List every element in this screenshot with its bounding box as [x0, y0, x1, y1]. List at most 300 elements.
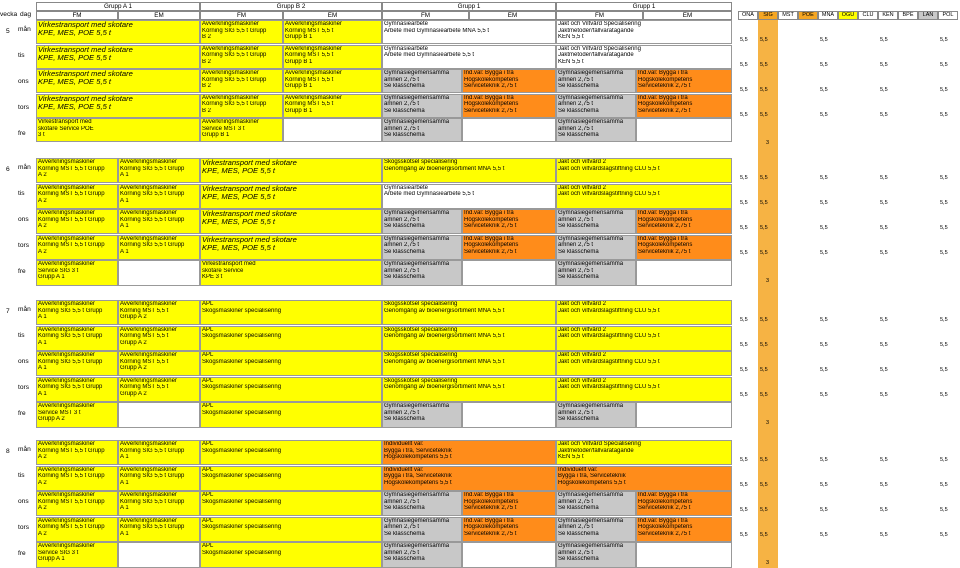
teacher-hours: 5,5 [740, 200, 748, 206]
cell-line: Högskolekompetens 5,5 t [384, 479, 452, 486]
cell-line: Skogsmaskiner specialisering [202, 358, 282, 365]
schedule-cell [36, 260, 118, 286]
schedule-cell [556, 45, 732, 69]
schedule-cell [462, 94, 556, 118]
cell-line: Virkestransport med [202, 261, 256, 267]
cell-line: Körning SIG 5,5 t Grupp [202, 27, 267, 34]
cell-line: Skogsmaskiner specialisering [202, 447, 282, 454]
cell-line: Gymnasiegemensamma [384, 94, 450, 101]
cell-line: Gymnasiegemensamma [558, 261, 624, 267]
cell-line: Gymnasiegemensamma [384, 261, 450, 267]
teacher-hours: 5,5 [940, 175, 948, 181]
cell-line: Ind.val: Bygga i trä [638, 492, 688, 498]
cell-line: 3 t [38, 132, 45, 139]
cell-line: Körning MST 5,5 t Grupp [38, 191, 105, 198]
day-label: ons [18, 358, 29, 365]
cell-line: Se klasschema [558, 107, 599, 114]
cell-line: Gymnasiegemensamma [384, 403, 450, 409]
cell-line: Gymnasiegemensamma [558, 235, 624, 242]
cell-line: Virkestransport med skotare [202, 184, 297, 193]
cell-line: Virkestransport med skotare [38, 45, 133, 54]
schedule-cell [556, 351, 732, 376]
cell-line: A 1 [38, 339, 47, 346]
schedule-cell [636, 260, 732, 286]
schedule-cell [118, 466, 200, 491]
cell-line: Gymnasiegemensamma [558, 119, 624, 125]
cell-line: Ind.val: Bygga i trä [638, 94, 688, 101]
week-number: 8 [6, 448, 10, 455]
cell-line: Serviceteknik 2,75 t [464, 505, 517, 512]
cell-line: Högskolekompetens [464, 498, 519, 505]
teacher-hours: 5,5 [740, 37, 748, 43]
cell-line: Ind.val: Bygga i trä [638, 235, 688, 242]
cell-line: Se klasschema [384, 274, 425, 281]
cell-line: Gymnasiegemensamma [558, 70, 624, 76]
teacher-hours: 5,5 [940, 507, 948, 513]
cell-line: KPE 3 t [202, 274, 223, 281]
schedule-cell [556, 300, 732, 325]
cell-line: Arbete med Gymnasiearbete 5,5 t [384, 191, 475, 198]
cell-line: Körning MST 5,5 t [120, 333, 169, 340]
teacher-hours: 5,5 [760, 225, 768, 231]
schedule-cell [462, 402, 556, 428]
cell-line: KPE, MES, POE 5,5 t [202, 167, 276, 176]
teacher-hours: 5,5 [880, 62, 888, 68]
cell-line: Individuellt val: [384, 466, 424, 473]
cell-line: Ind.val: Bygga i trä [464, 94, 514, 101]
cell-line: Service MST 3 t [202, 125, 245, 132]
schedule-cell [36, 402, 118, 428]
cell-line: Bygga i trä, Serviceteknik [558, 473, 626, 480]
schedule-cell [382, 466, 556, 491]
cell-line: Virkestransport med skotare [38, 70, 133, 78]
cell-line: Grupp A 2 [120, 390, 147, 397]
group-header: Grupp 1 [556, 2, 732, 11]
schedule-cell [118, 209, 200, 234]
cell-line: Se klasschema [558, 416, 599, 423]
cell-line: Se klasschema [558, 132, 599, 139]
teacher-hours: 5,5 [760, 392, 768, 398]
sub-header: EM [283, 11, 382, 20]
teacher-hours: 5,5 [880, 175, 888, 181]
cell-line: Se klasschema [384, 248, 425, 255]
day-label: mån [18, 306, 31, 313]
cell-line: ämnen 2,75 t [558, 498, 594, 505]
cell-line: B 2 [202, 83, 212, 90]
cell-line: A 2 [38, 530, 47, 537]
teacher-hours: 5,5 [760, 367, 768, 373]
teacher-hours: 5,5 [940, 532, 948, 538]
schedule-cell [200, 402, 382, 428]
teacher-hours: 5,5 [740, 367, 748, 373]
cell-line: Virkestransport med skotare [38, 94, 133, 103]
cell-line: Jaktmetoder/fällvaratagande [558, 447, 634, 454]
cell-line: Gymnasiegemensamma [384, 235, 450, 242]
schedule-cell [200, 260, 382, 286]
teacher-hours: 5,5 [760, 250, 768, 256]
week-number: 5 [6, 28, 10, 35]
group-header: Grupp B 2 [200, 2, 382, 11]
schedule-cell [556, 517, 636, 542]
teacher-hours: 5,5 [820, 342, 828, 348]
cell-line: ämnen 2,75 t [384, 101, 420, 108]
cell-line: Genomgång av bioenergisortiment MNÅ 5,5 t [384, 333, 505, 340]
cell-line: Avverkningsmaskiner [285, 94, 342, 101]
cell-line: APL [202, 403, 214, 409]
cell-line: Avverkningsmaskiner [38, 210, 95, 216]
teacher-hours: 5,5 [740, 457, 748, 463]
cell-line: A 2 [38, 172, 47, 179]
teacher-hours: 5,5 [940, 457, 948, 463]
teacher-hours: 5,5 [940, 342, 948, 348]
cell-line: Högskolekompetens 5,5 t [558, 479, 626, 486]
teacher-hours: 5,5 [760, 482, 768, 488]
teacher-hours: 5,5 [820, 392, 828, 398]
teacher-hours: 5,5 [740, 175, 748, 181]
cell-line: Skogsskötsel specialisering [384, 377, 458, 384]
cell-line: Avverkningsmaskiner [38, 377, 95, 384]
day-label: fre [18, 550, 26, 557]
cell-line: ämnen 2,75 t [384, 409, 420, 416]
cell-line: Gymnasiegemensamma [384, 70, 450, 76]
cell-line: Jakt och viltvårdslagstiftning CLU 5,5 t [558, 384, 660, 391]
schedule-cell [36, 326, 118, 351]
cell-line: Grupp A 1 [38, 556, 65, 563]
teacher-header: BPE [898, 11, 918, 20]
teacher-hours: 5,5 [880, 392, 888, 398]
cell-line: Avverkningsmaskiner [120, 210, 177, 216]
schedule-cell [462, 260, 556, 286]
cell-line: KEN 5,5 t [558, 454, 584, 461]
schedule-cell [382, 94, 462, 118]
cell-line: ämnen 2,75 t [558, 242, 594, 249]
dag-label: dag [20, 11, 32, 18]
cell-line: APL [202, 326, 214, 333]
teacher-hours: 5,5 [820, 62, 828, 68]
schedule-cell [382, 351, 556, 376]
cell-line: A 1 [120, 454, 129, 461]
teacher-header: ONÅ [738, 11, 758, 20]
cell-line: Avverkningsmaskiner [38, 403, 95, 409]
cell-line: Se klasschema [384, 530, 425, 537]
cell-line: Högskolekompetens [638, 498, 693, 505]
schedule-cell [636, 69, 732, 93]
teacher-hours: 5,5 [820, 250, 828, 256]
cell-line: Körning MST 5,5 t Grupp [38, 473, 105, 480]
cell-line: Skogsskötsel specialisering [384, 301, 458, 307]
cell-line: Gymnasiearbete [384, 21, 429, 27]
teacher-hours: 5,5 [760, 87, 768, 93]
cell-line: Körning SIG 5,5 t Grupp [120, 447, 185, 454]
day-label: tis [18, 472, 25, 479]
teacher-header: CLU [858, 11, 878, 20]
cell-line: ämnen 2,75 t [558, 216, 594, 223]
cell-line: A 2 [38, 479, 47, 486]
teacher-hours: 5,5 [760, 112, 768, 118]
schedule-cell [200, 94, 283, 118]
cell-line: Avverkningsmaskiner [202, 45, 259, 52]
cell-line: Gymnasiegemensamma [384, 119, 450, 125]
schedule-cell [200, 440, 382, 465]
teacher-three: 3 [766, 140, 770, 146]
cell-line: Ind.val: Bygga i trä [638, 210, 688, 216]
cell-line: Körning MST 5,5 t Grupp [38, 524, 105, 531]
cell-line: Körning MST 5,5 t [285, 27, 334, 34]
cell-line: ämnen 2,75 t [384, 216, 420, 223]
day-label: mån [18, 446, 31, 453]
schedule-cell [382, 45, 556, 69]
cell-line: skotare Service [202, 267, 244, 274]
teacher-header: MST [778, 11, 798, 20]
cell-line: Serviceteknik 2,75 t [464, 223, 517, 230]
cell-line: Serviceteknik 2,75 t [638, 107, 691, 114]
cell-line: Jakt och viltvård 2 [558, 377, 607, 384]
schedule-cell [382, 377, 556, 402]
cell-line: Avverkningsmaskiner [120, 466, 177, 473]
cell-line: Körning SIG 5,5 t Grupp [38, 384, 103, 391]
cell-line: Se klasschema [384, 556, 425, 563]
schedule-cell [382, 69, 462, 93]
schedule-cell [556, 184, 732, 209]
schedule-cell [556, 20, 732, 44]
cell-line: A 1 [38, 390, 47, 397]
cell-line: Virkestransport med skotare [202, 210, 297, 218]
cell-line: Se klasschema [384, 223, 425, 230]
cell-line: Körning MST 5,5 t Grupp [38, 216, 105, 223]
schedule-cell [283, 69, 382, 93]
schedule-cell [200, 118, 283, 142]
schedule-cell [36, 209, 118, 234]
day-label: ons [18, 498, 29, 505]
cell-line: Körning MST 5,5 t [285, 76, 334, 83]
cell-line: Körning SIG 5,5 t Grupp [120, 498, 185, 505]
cell-line: Körning SIG 5,5 t Grupp [202, 52, 267, 59]
schedule-cell [636, 209, 732, 234]
cell-line: Gymnasiearbete [384, 45, 429, 52]
cell-line: A 1 [120, 479, 129, 486]
teacher-header: LAN [918, 11, 938, 20]
cell-line: Arbete med Gymnasiearbete MNÅ 5,5 t [384, 27, 490, 34]
cell-line: Skogsmaskiner specialisering [202, 307, 282, 314]
cell-line: Virkestransport med [38, 119, 92, 125]
schedule-cell [36, 300, 118, 325]
schedule-cell [36, 184, 118, 209]
cell-line: Skogsmaskiner specialisering [202, 549, 282, 556]
cell-line: Högskolekompetens [464, 76, 519, 83]
teacher-hours: 5,5 [740, 62, 748, 68]
cell-line: Serviceteknik 2,75 t [638, 83, 691, 90]
schedule-cell [462, 118, 556, 142]
cell-line: Avverkningsmaskiner [120, 235, 177, 242]
cell-line: Jaktmetoder/fällvaratagande [558, 52, 634, 59]
schedule-cell [556, 440, 732, 465]
day-label: fre [18, 410, 26, 417]
teacher-hours: 5,5 [880, 507, 888, 513]
cell-line: Jakt och viltvård 2 [558, 184, 607, 191]
cell-line: Ind.val: Bygga i trä [464, 492, 514, 498]
schedule-cell [200, 20, 283, 44]
cell-line: Jakt och viltvårdslagstiftning CLU 5,5 t [558, 358, 660, 365]
cell-line: Service SIG 3 t [38, 549, 79, 556]
cell-line: Genomgång av bioenergisortiment MNÅ 5,5 t [384, 358, 505, 365]
schedule-cell [462, 209, 556, 234]
schedule-cell [462, 517, 556, 542]
cell-line: Se klasschema [558, 83, 599, 90]
cell-line: A 1 [120, 530, 129, 537]
cell-line: A 2 [38, 223, 47, 230]
cell-line: Jakt och Viltvård Specialisering [558, 45, 641, 52]
teacher-hours: 5,5 [820, 482, 828, 488]
schedule-cell [556, 466, 732, 491]
cell-line: ämnen 2,75 t [558, 524, 594, 531]
cell-line: Körning MST 5,5 t Grupp [38, 165, 105, 172]
cell-line: A 1 [120, 248, 129, 255]
teacher-header: MNÅ [818, 11, 838, 20]
cell-line: A 1 [38, 314, 47, 321]
cell-line: Grupp B 1 [285, 58, 313, 65]
cell-line: Körning MST 5,5 t [120, 384, 169, 391]
cell-line: Körning SIG 5,5 t Grupp [120, 165, 185, 172]
cell-line: Körning SIG 5,5 t Grupp [120, 473, 185, 480]
cell-line: Service MST 3 t [38, 409, 81, 416]
teacher-hours: 5,5 [880, 112, 888, 118]
cell-line: Gymnasiegemensamma [558, 517, 624, 524]
schedule-cell [556, 542, 636, 568]
teacher-hours: 5,5 [880, 87, 888, 93]
schedule-cell [556, 235, 636, 260]
cell-line: Virkestransport med skotare [202, 159, 297, 167]
schedule-cell [382, 158, 556, 183]
cell-line: Grupp B 1 [285, 107, 313, 114]
schedule-cell [462, 235, 556, 260]
cell-line: Grupp B 1 [285, 34, 313, 41]
cell-line: A 1 [120, 223, 129, 230]
cell-line: KPE, MES, POE 5,5 t [38, 53, 112, 62]
teacher-three: 3 [766, 420, 770, 426]
cell-line: APL [202, 466, 214, 473]
day-label: ons [18, 78, 29, 85]
week-number: 6 [6, 166, 10, 173]
schedule-cell [200, 235, 382, 260]
teacher-hours: 5,5 [740, 112, 748, 118]
cell-line: Körning MST 5,5 t [120, 358, 169, 365]
cell-line: Gymnasiegemensamma [558, 210, 624, 216]
schedule-cell [382, 235, 462, 260]
cell-line: Avverkningsmaskiner [120, 441, 177, 447]
schedule-cell [118, 440, 200, 465]
cell-line: Gymnasiegemensamma [384, 543, 450, 549]
cell-line: Avverkningsmaskiner [202, 21, 259, 27]
cell-line: Avverkningsmaskiner [38, 301, 95, 307]
cell-line: Se klasschema [558, 556, 599, 563]
schedule-cell [462, 69, 556, 93]
schedule-cell [118, 235, 200, 260]
cell-line: Service SIG 3 t [38, 267, 79, 274]
cell-line: KPE, MES, POE 5,5 t [202, 218, 276, 227]
cell-line: Körning MST 5,5 t [285, 101, 334, 108]
teacher-hours: 5,5 [740, 507, 748, 513]
cell-line: Individuellt val: [384, 441, 424, 447]
teacher-hours: 5,5 [940, 367, 948, 373]
schedule-cell [556, 118, 636, 142]
schedule-cell [556, 377, 732, 402]
cell-line: Högskolekompetens [464, 524, 519, 531]
schedule-cell [200, 69, 283, 93]
teacher-hours: 5,5 [820, 367, 828, 373]
cell-line: Jakt och viltvårdslagstiftning CLU 5,5 t [558, 165, 660, 172]
cell-line: APL [202, 492, 214, 498]
schedule-cell [200, 209, 382, 234]
cell-line: Skogsskötsel specialisering [384, 159, 458, 165]
schedule-cell [118, 260, 200, 286]
cell-line: Högskolekompetens [464, 101, 519, 108]
day-label: ons [18, 216, 29, 223]
schedule-cell [283, 94, 382, 118]
cell-line: Avverkningsmaskiner [38, 352, 95, 358]
teacher-hours: 5,5 [820, 37, 828, 43]
cell-line: Avverkningsmaskiner [38, 235, 95, 242]
teacher-hours: 5,5 [940, 112, 948, 118]
schedule-cell [382, 402, 462, 428]
cell-line: Gymnasiegemensamma [384, 492, 450, 498]
cell-line: Avverkningsmaskiner [120, 517, 177, 524]
teacher-hours: 5,5 [940, 250, 948, 256]
cell-line: Högskolekompetens [638, 524, 693, 531]
schedule-cell [118, 542, 200, 568]
schedule-cell [556, 69, 636, 93]
schedule-cell [556, 209, 636, 234]
cell-line: Avverkningsmaskiner [120, 159, 177, 165]
teacher-three: 3 [766, 560, 770, 566]
teacher-hours: 5,5 [940, 392, 948, 398]
cell-line: Gymnasiegemensamma [558, 94, 624, 101]
cell-line: Individuellt val: [558, 466, 598, 473]
teacher-hours: 5,5 [760, 62, 768, 68]
cell-line: Avverkningsmaskiner [120, 377, 177, 384]
teacher-hours: 5,5 [760, 200, 768, 206]
schedule-cell [36, 491, 118, 516]
teacher-hours: 5,5 [880, 457, 888, 463]
cell-line: Körning SIG 5,5 t Grupp [120, 216, 185, 223]
day-label: mån [18, 26, 31, 33]
schedule-cell [382, 440, 556, 465]
cell-line: A 1 [38, 365, 47, 372]
sub-header: FM [36, 11, 118, 20]
cell-line: Skogsmaskiner specialisering [202, 473, 282, 480]
cell-line: Körning MST 5,5 t [285, 52, 334, 59]
cell-line: KEN 5,5 t [558, 58, 584, 65]
schedule-cell [462, 491, 556, 516]
schedule-cell [636, 542, 732, 568]
cell-line: Jakt och viltvårdslagstiftning CLU 5,5 t [558, 191, 660, 198]
schedule-cell [382, 184, 556, 209]
teacher-hours: 5,5 [820, 112, 828, 118]
cell-line: Serviceteknik 2,75 t [464, 530, 517, 537]
schedule-cell [36, 94, 200, 118]
cell-line: Gymnasiegemensamma [384, 517, 450, 524]
cell-line: Körning SIG 5,5 t Grupp [120, 191, 185, 198]
cell-line: Avverkningsmaskiner [38, 543, 95, 549]
cell-line: Jakt och viltvård 2 [558, 159, 607, 165]
cell-line: Gymnasiegemensamma [558, 543, 624, 549]
schedule-cell [382, 542, 462, 568]
cell-line: KEN 5,5 t [558, 34, 584, 41]
cell-line: B 2 [202, 34, 212, 41]
schedule-cell [382, 20, 556, 44]
teacher-hours: 5,5 [740, 87, 748, 93]
cell-line: ämnen 2,75 t [558, 267, 594, 274]
cell-line: Körning MST 5,5 t Grupp [38, 242, 105, 249]
